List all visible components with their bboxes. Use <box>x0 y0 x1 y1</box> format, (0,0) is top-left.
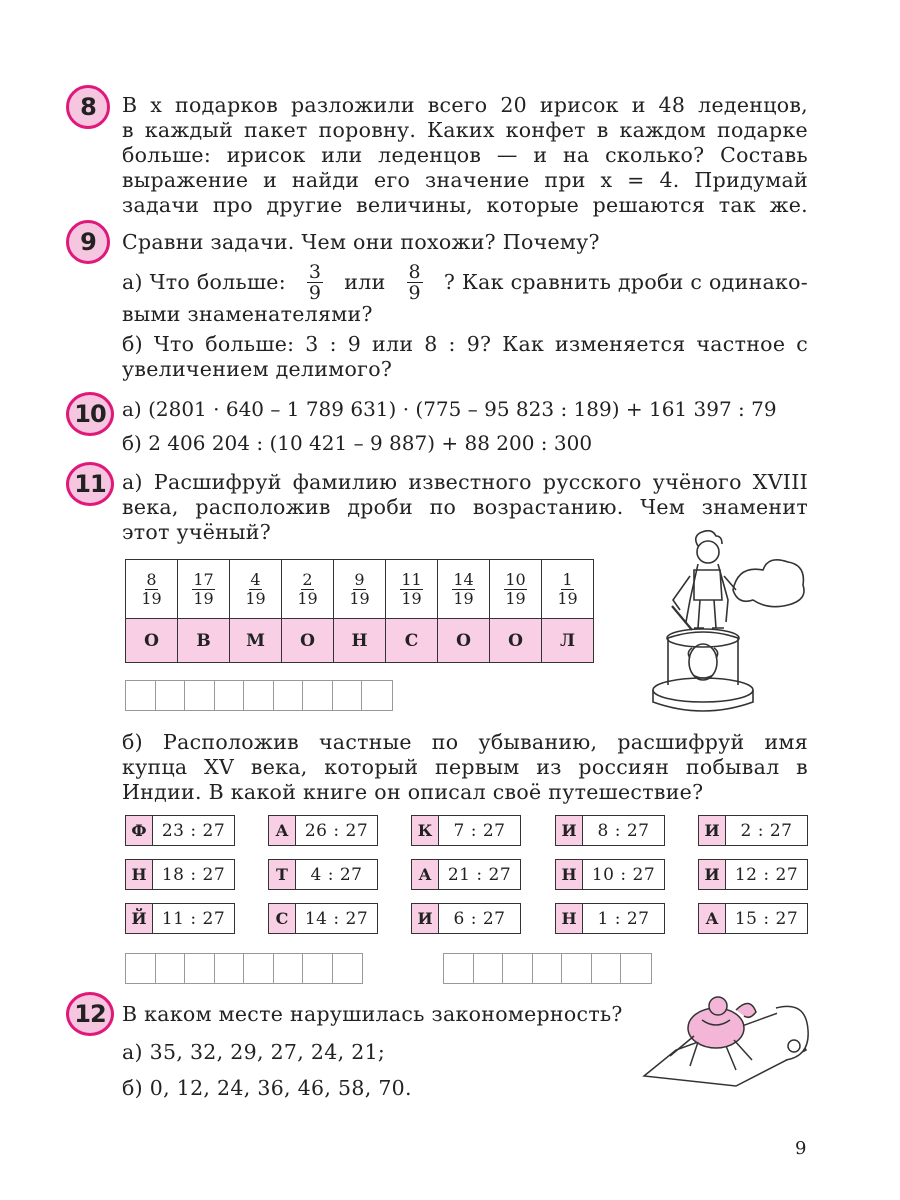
card-quotient: 8 : 27 <box>597 820 650 841</box>
fractions-row <box>126 560 594 619</box>
card-letter: И <box>699 816 726 845</box>
card-letter: Й <box>126 904 153 933</box>
task9-a-line2: выми знаменателями? <box>122 302 373 326</box>
task12-b: б) 0, 12, 24, 36, 46, 58, 70. <box>122 1076 412 1100</box>
task9-a-line1 <box>122 262 808 302</box>
letter-cell: О <box>282 619 334 663</box>
cipher-card <box>411 903 521 934</box>
card-letter: И <box>412 904 439 933</box>
card-letter: И <box>699 860 726 889</box>
card-quotient: 15 : 27 <box>734 908 799 929</box>
card-quotient: 11 : 27 <box>161 908 226 929</box>
card-quotient: 12 : 27 <box>734 864 799 885</box>
letter-cell: О <box>438 619 490 663</box>
task12-intro: В каком месте нарушилась закономерность? <box>122 1002 623 1026</box>
card-letter: Н <box>556 904 583 933</box>
letter-cell: В <box>178 619 230 663</box>
fraction: $\frac{8}{9}$ <box>408 260 421 304</box>
fraction: $\frac{3}{9}$ <box>308 260 322 304</box>
fraction-cell: $\frac{9}{19}$ <box>334 560 386 619</box>
cipher-card <box>125 903 235 934</box>
task8-text <box>122 93 808 218</box>
card-quotient: 7 : 27 <box>453 820 506 841</box>
task11-b-text <box>122 730 808 805</box>
card-quotient: 4 : 27 <box>310 864 363 885</box>
task-number-badge: 9 <box>66 220 110 264</box>
cipher-card <box>411 859 521 890</box>
cipher-table <box>125 559 594 663</box>
card-letter: И <box>556 816 583 845</box>
card-letter: А <box>269 816 296 845</box>
task12-a: а) 35, 32, 29, 27, 24, 21; <box>122 1040 386 1064</box>
task8-line: задачи про другие величины, которые решаются так же. <box>122 193 808 217</box>
task9-b <box>122 332 808 382</box>
task-number-badge: 8 <box>66 85 110 129</box>
card-quotient: 18 : 27 <box>161 864 226 885</box>
cipher-card <box>698 815 808 846</box>
cipher-card <box>698 903 808 934</box>
task9-a-prefix: а) Что больше: <box>122 269 286 294</box>
card-letter: Н <box>126 860 153 889</box>
answer-boxes-surname[interactable] <box>125 680 393 711</box>
letter-cell: С <box>386 619 438 663</box>
card-quotient: 23 : 27 <box>161 820 226 841</box>
scientist-statue-illustration <box>628 530 810 715</box>
task11-a-line: этот учёный? <box>122 520 272 544</box>
card-quotient: 10 : 27 <box>591 864 656 885</box>
fraction-cell: $\frac{17}{19}$ <box>178 560 230 619</box>
cipher-card <box>555 815 665 846</box>
fraction-cell: $\frac{10}{19}$ <box>490 560 542 619</box>
cipher-card <box>268 859 378 890</box>
cipher-card <box>698 859 808 890</box>
pig-with-scroll-illustration <box>636 990 814 1095</box>
answer-boxes-name[interactable] <box>125 953 363 984</box>
card-quotient: 21 : 27 <box>447 864 512 885</box>
letter-cell: Н <box>334 619 386 663</box>
task11-b-line: купца XV века, который первым из россиян побывал в <box>122 755 808 779</box>
card-quotient: 2 : 27 <box>740 820 793 841</box>
task9-b-line1: б) Что больше: 3 : 9 или 8 : 9? Как изменяется частное с <box>122 332 808 356</box>
card-quotient: 14 : 27 <box>304 908 369 929</box>
cipher-card <box>268 815 378 846</box>
task-number-badge: 10 <box>66 392 114 436</box>
task11-a-line: а) Расшифруй фамилию известного русского учёного XVIII <box>122 470 808 494</box>
task11-b-line: Индии. В какой книге он описал своё путешествие? <box>122 780 704 804</box>
letter-cell: М <box>230 619 282 663</box>
task8-line: В x подарков разложили всего 20 ирисок и 48 леденцов, <box>122 93 808 117</box>
fraction-cell: $\frac{14}{19}$ <box>438 560 490 619</box>
card-letter: К <box>412 816 439 845</box>
task11-a-line: века, расположив дроби по возрастанию. Чем знаменит <box>122 495 808 519</box>
task8-line: выражение и найди его значение при x = 4. Придумай <box>122 168 808 192</box>
letter-cell: О <box>490 619 542 663</box>
letter-cell: Л <box>542 619 594 663</box>
card-quotient: 1 : 27 <box>597 908 650 929</box>
task9-a-or: или <box>344 269 386 294</box>
answer-boxes-book[interactable] <box>443 953 652 984</box>
task8-line: в каждый пакет поровну. Каких конфет в каждом подарке <box>122 118 808 142</box>
cipher-card <box>125 815 235 846</box>
card-quotient: 26 : 27 <box>304 820 369 841</box>
fraction-cell: $\frac{8}{19}$ <box>126 560 178 619</box>
task-number-badge: 11 <box>66 462 114 506</box>
task8-line: больше: ирисок или леденцов — и на сколько? Составь <box>122 143 808 167</box>
cipher-card <box>125 859 235 890</box>
fraction-cell: $\frac{11}{19}$ <box>386 560 438 619</box>
cipher-card <box>411 815 521 846</box>
cipher-card <box>555 903 665 934</box>
task10-b: б) 2 406 204 : (10 421 – 9 887) + 88 200 : 300 <box>122 431 593 455</box>
task9-b-line2: увеличением делимого? <box>122 357 393 381</box>
card-quotient: 6 : 27 <box>453 908 506 929</box>
letter-cell: О <box>126 619 178 663</box>
card-letter: А <box>699 904 726 933</box>
fraction-cell: $\frac{1}{19}$ <box>542 560 594 619</box>
card-letter: А <box>412 860 439 889</box>
fraction-cell: $\frac{2}{19}$ <box>282 560 334 619</box>
card-letter: С <box>269 904 296 933</box>
task11-b-line: б) Расположив частные по убыванию, расшифруй имя <box>122 730 808 754</box>
card-letter: Н <box>556 860 583 889</box>
fraction-cell: $\frac{4}{19}$ <box>230 560 282 619</box>
task10-a: а) (2801 · 640 – 1 789 631) · (775 – 95 823 : 189) + 161 397 : 79 <box>122 397 777 421</box>
task-number-badge: 12 <box>66 992 114 1036</box>
page-number: 9 <box>795 1138 807 1159</box>
card-letter: Ф <box>126 816 153 845</box>
cipher-card <box>555 859 665 890</box>
task9-a-rest: ? Как сравнить дроби с одинако- <box>443 269 808 294</box>
card-letter: Т <box>269 860 296 889</box>
letters-row <box>126 619 594 663</box>
task9-intro: Сравни задачи. Чем они похожи? Почему? <box>122 230 600 254</box>
cipher-card <box>268 903 378 934</box>
